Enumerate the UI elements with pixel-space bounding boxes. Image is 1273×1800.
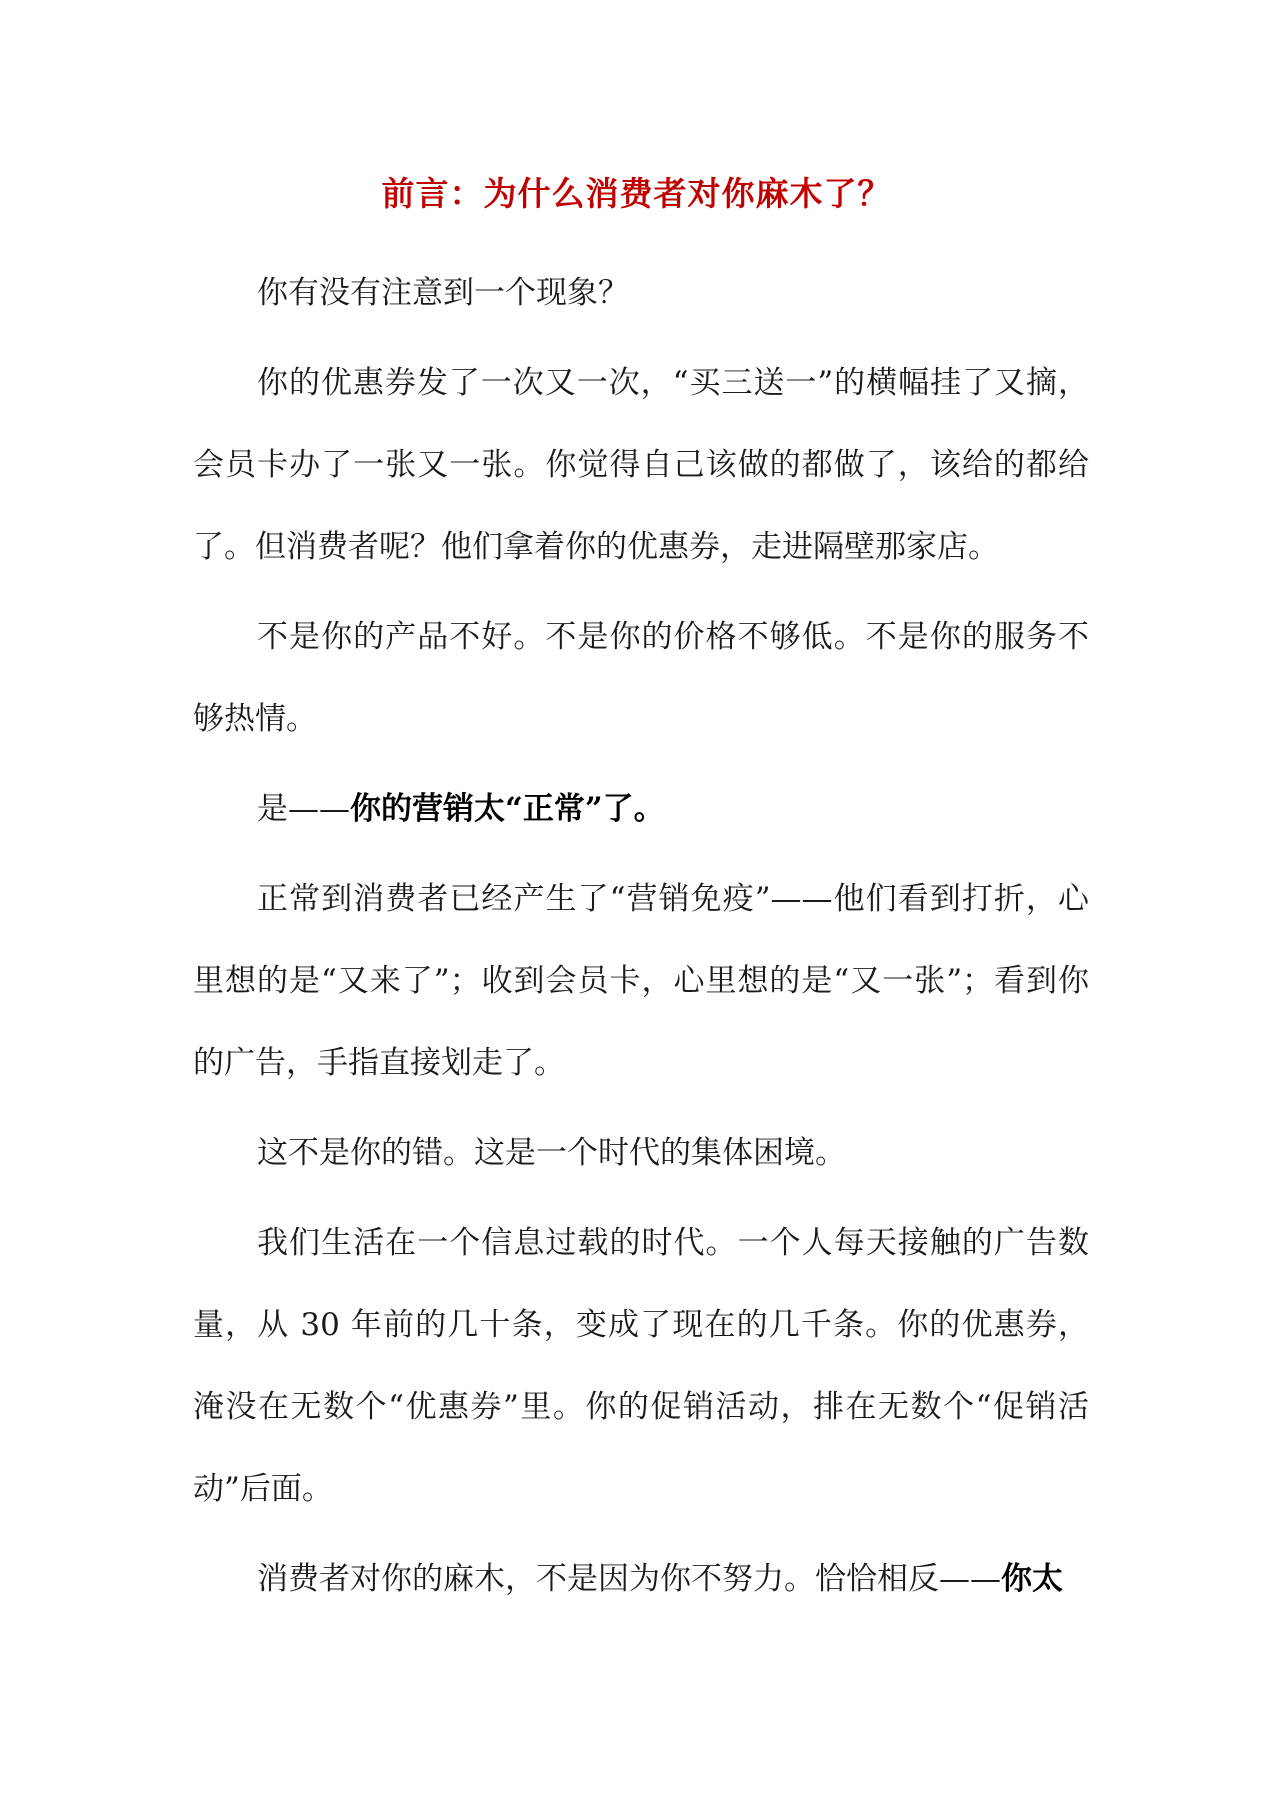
paragraph-text: 我们生活在一个信息过载的时代。一个人每天接触的广告数量，从 30 年前的几十条，变成了现在的几千条。你的优惠券，淹没在无数个“优惠券”里。你的促销活动，排在无数个“促销活动”后面。 — [193, 1225, 1089, 1507]
page-title: 前言：为什么消费者对你麻木了？ — [381, 174, 892, 213]
paragraph-text: 你的优惠券发了一次又一次，“买三送一”的横幅挂了又摘，会员卡办了一张又一张。你觉得自己该做的都做了，该给的都给了。但消费者呢？他们拿着你的优惠券，走进隔壁那家店。 — [193, 365, 1089, 565]
paragraph-text: 消费者对你的麻木，不是因为你不努力。恰恰相反—— — [257, 1561, 1001, 1597]
paragraph-text: 不是你的产品不好。不是你的价格不够低。不是你的服务不够热情。 — [193, 619, 1089, 737]
paragraph — [193, 342, 1089, 588]
document-body — [193, 252, 1089, 1628]
paragraph-emphasis: 你太 — [1001, 1561, 1063, 1597]
paragraph — [193, 252, 1089, 334]
paragraph — [193, 596, 1089, 760]
paragraph-text: 这不是你的错。这是一个时代的集体困境。 — [257, 1135, 846, 1171]
paragraph-emphasis: 你的营销太“正常”了。 — [350, 791, 665, 827]
paragraph — [193, 1112, 1089, 1194]
paragraph — [193, 1538, 1089, 1620]
paragraph — [193, 1202, 1089, 1530]
paragraph-text: 你有没有注意到一个现象？ — [257, 275, 629, 311]
paragraph-text: 正常到消费者已经产生了“营销免疫”——他们看到打折，心里想的是“又来了”；收到会员卡，心里想的是“又一张”；看到你的广告，手指直接划走了。 — [193, 881, 1089, 1081]
paragraph-text: 是—— — [257, 791, 350, 827]
paragraph — [193, 768, 1089, 850]
paragraph — [193, 858, 1089, 1104]
